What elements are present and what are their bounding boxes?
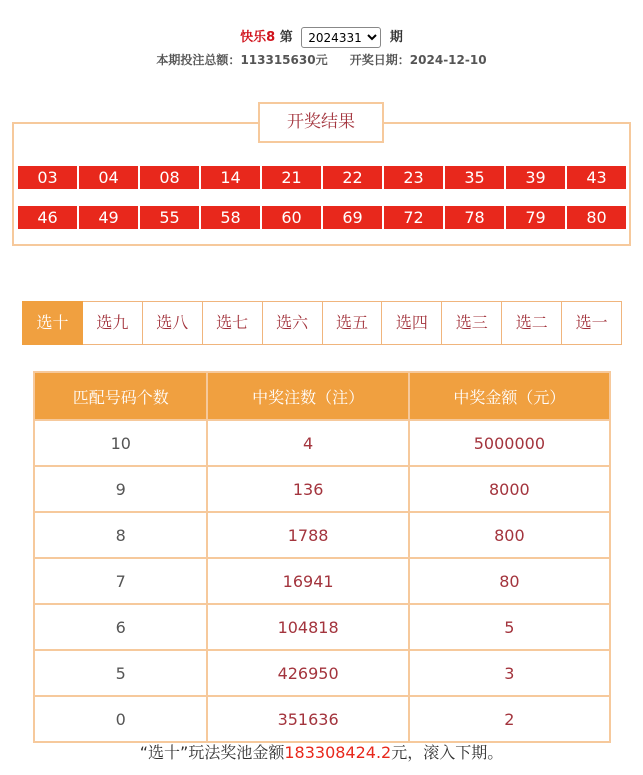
winners-cell: 351636 xyxy=(207,696,408,742)
prize-cell: 2 xyxy=(409,696,610,742)
col-match-count: 匹配号码个数 xyxy=(34,372,207,420)
tab-0[interactable]: 选十 xyxy=(22,301,83,345)
prize-cell: 800 xyxy=(409,512,610,558)
match-count-cell: 0 xyxy=(34,696,207,742)
issue-header xyxy=(0,26,643,48)
tab-9[interactable]: 选一 xyxy=(562,301,622,345)
issue-select[interactable] xyxy=(301,27,381,48)
brand-label: 快乐8 xyxy=(240,30,276,45)
col-prize: 中奖金额（元） xyxy=(409,372,610,420)
tab-5[interactable]: 选五 xyxy=(323,301,383,345)
match-count-cell: 9 xyxy=(34,466,207,512)
result-row-2 xyxy=(18,206,626,229)
tab-6[interactable]: 选四 xyxy=(382,301,442,345)
table-row xyxy=(34,466,610,512)
tab-7[interactable]: 选三 xyxy=(442,301,502,345)
table-row xyxy=(34,650,610,696)
total-bet xyxy=(156,53,327,67)
number-ball: 58 xyxy=(201,206,260,229)
number-ball: 79 xyxy=(506,206,565,229)
pool-prefix: “选十”玩法奖池金额 xyxy=(139,743,285,762)
prize-cell: 5000000 xyxy=(409,420,610,466)
table-row xyxy=(34,696,610,742)
result-row-1 xyxy=(18,166,626,189)
number-ball: 22 xyxy=(323,166,382,189)
pool-suffix: 元，滚入下期。 xyxy=(391,743,504,762)
tab-2[interactable]: 选八 xyxy=(143,301,203,345)
number-ball: 55 xyxy=(140,206,199,229)
number-ball: 72 xyxy=(384,206,443,229)
draw-date xyxy=(350,53,487,67)
match-count-cell: 8 xyxy=(34,512,207,558)
table-header-row xyxy=(34,372,610,420)
pool-amount: 183308424.2 xyxy=(284,743,392,762)
number-ball: 03 xyxy=(18,166,77,189)
table-row xyxy=(34,512,610,558)
number-ball: 39 xyxy=(506,166,565,189)
winners-cell: 426950 xyxy=(207,650,408,696)
number-ball: 14 xyxy=(201,166,260,189)
prize-cell: 8000 xyxy=(409,466,610,512)
winners-cell: 16941 xyxy=(207,558,408,604)
table-row xyxy=(34,558,610,604)
pool-footer xyxy=(0,740,643,763)
match-count-cell: 5 xyxy=(34,650,207,696)
issue-summary xyxy=(0,51,643,68)
number-ball: 60 xyxy=(262,206,321,229)
number-ball: 80 xyxy=(567,206,626,229)
prize-cell: 5 xyxy=(409,604,610,650)
number-ball: 04 xyxy=(79,166,138,189)
number-ball: 69 xyxy=(323,206,382,229)
result-title: 开奖结果 xyxy=(258,102,384,143)
prize-cell: 80 xyxy=(409,558,610,604)
prize-cell: 3 xyxy=(409,650,610,696)
number-ball: 78 xyxy=(445,206,504,229)
total-bet-label: 本期投注总额： xyxy=(156,53,241,67)
winners-cell: 136 xyxy=(207,466,408,512)
winners-cell: 104818 xyxy=(207,604,408,650)
number-ball: 08 xyxy=(140,166,199,189)
tab-4[interactable]: 选六 xyxy=(263,301,323,345)
table-row xyxy=(34,604,610,650)
tab-1[interactable]: 选九 xyxy=(83,301,143,345)
draw-date-value: 2024-12-10 xyxy=(409,53,487,67)
match-count-cell: 6 xyxy=(34,604,207,650)
issue-suffix: 期 xyxy=(389,30,403,45)
tab-3[interactable]: 选七 xyxy=(203,301,263,345)
winners-cell: 4 xyxy=(207,420,408,466)
play-type-tabs xyxy=(22,301,622,345)
number-ball: 23 xyxy=(384,166,443,189)
issue-prefix: 第 xyxy=(279,30,293,45)
number-ball: 49 xyxy=(79,206,138,229)
winners-cell: 1788 xyxy=(207,512,408,558)
tab-8[interactable]: 选二 xyxy=(502,301,562,345)
prize-table xyxy=(33,371,611,743)
match-count-cell: 7 xyxy=(34,558,207,604)
number-ball: 46 xyxy=(18,206,77,229)
col-winners: 中奖注数（注） xyxy=(207,372,408,420)
draw-date-label: 开奖日期： xyxy=(349,53,410,67)
number-ball: 21 xyxy=(262,166,321,189)
total-bet-value: 113315630元 xyxy=(240,53,328,67)
number-ball: 35 xyxy=(445,166,504,189)
number-ball: 43 xyxy=(567,166,626,189)
match-count-cell: 10 xyxy=(34,420,207,466)
table-row xyxy=(34,420,610,466)
